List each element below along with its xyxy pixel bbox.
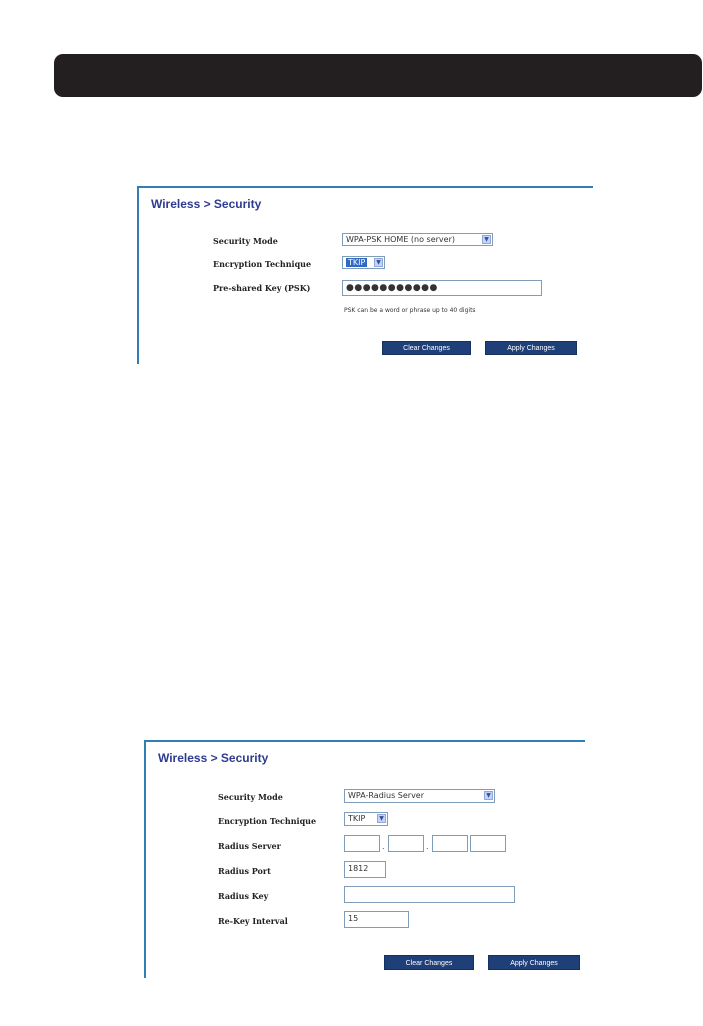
panel-top-border xyxy=(144,740,585,742)
chevron-down-icon[interactable]: ▼ xyxy=(377,814,386,823)
security-mode-select[interactable] xyxy=(342,233,493,246)
octet-separator: . xyxy=(382,842,385,851)
clear-changes-button[interactable]: Clear Changes xyxy=(382,341,471,355)
encryption-technique-select[interactable] xyxy=(342,256,385,269)
page-title: Wireless > Security xyxy=(158,751,269,765)
encryption-technique-value: TKIP xyxy=(348,814,366,823)
panel-left-border xyxy=(144,740,146,978)
radius-server-label: Radius Server xyxy=(218,841,281,851)
radius-server-octet-3[interactable] xyxy=(432,835,468,852)
security-panel-radius xyxy=(144,740,585,978)
chevron-down-icon[interactable]: ▼ xyxy=(482,235,491,244)
chevron-down-icon[interactable]: ▼ xyxy=(484,791,493,800)
clear-changes-button[interactable]: Clear Changes xyxy=(384,955,474,970)
panel-top-border xyxy=(137,186,593,188)
security-mode-label: Security Mode xyxy=(213,236,278,246)
encryption-technique-select[interactable] xyxy=(344,812,388,826)
encryption-technique-label: Encryption Technique xyxy=(213,259,312,269)
panel-left-border xyxy=(137,186,139,364)
security-mode-select[interactable] xyxy=(344,789,495,803)
security-panel-psk xyxy=(137,186,593,364)
psk-hint: PSK can be a word or phrase up to 40 digits xyxy=(344,307,476,314)
page-title: Wireless > Security xyxy=(151,197,262,211)
apply-changes-button[interactable]: Apply Changes xyxy=(485,341,577,355)
radius-server-octet-4[interactable] xyxy=(470,835,506,852)
rekey-interval-input[interactable]: 15 xyxy=(344,911,409,928)
radius-port-input[interactable]: 1812 xyxy=(344,861,386,878)
psk-input[interactable]: ●●●●●●●●●●● xyxy=(342,280,542,296)
radius-server-octet-1[interactable] xyxy=(344,835,380,852)
octet-separator: . xyxy=(426,842,429,851)
psk-label: Pre-shared Key (PSK) xyxy=(213,283,311,293)
security-mode-value: WPA-PSK HOME (no server) xyxy=(346,235,455,244)
chevron-down-icon[interactable]: ▼ xyxy=(374,258,383,267)
security-mode-label: Security Mode xyxy=(218,792,283,802)
radius-port-label: Radius Port xyxy=(218,866,271,876)
rekey-interval-label: Re-Key Interval xyxy=(218,916,288,926)
encryption-technique-value: TKIP xyxy=(348,258,366,267)
header-bar xyxy=(54,54,702,97)
encryption-technique-label: Encryption Technique xyxy=(218,816,317,826)
apply-changes-button[interactable]: Apply Changes xyxy=(488,955,580,970)
security-mode-value: WPA-Radius Server xyxy=(348,791,425,800)
radius-key-input[interactable] xyxy=(344,886,515,903)
radius-key-label: Radius Key xyxy=(218,891,269,901)
radius-server-octet-2[interactable] xyxy=(388,835,424,852)
